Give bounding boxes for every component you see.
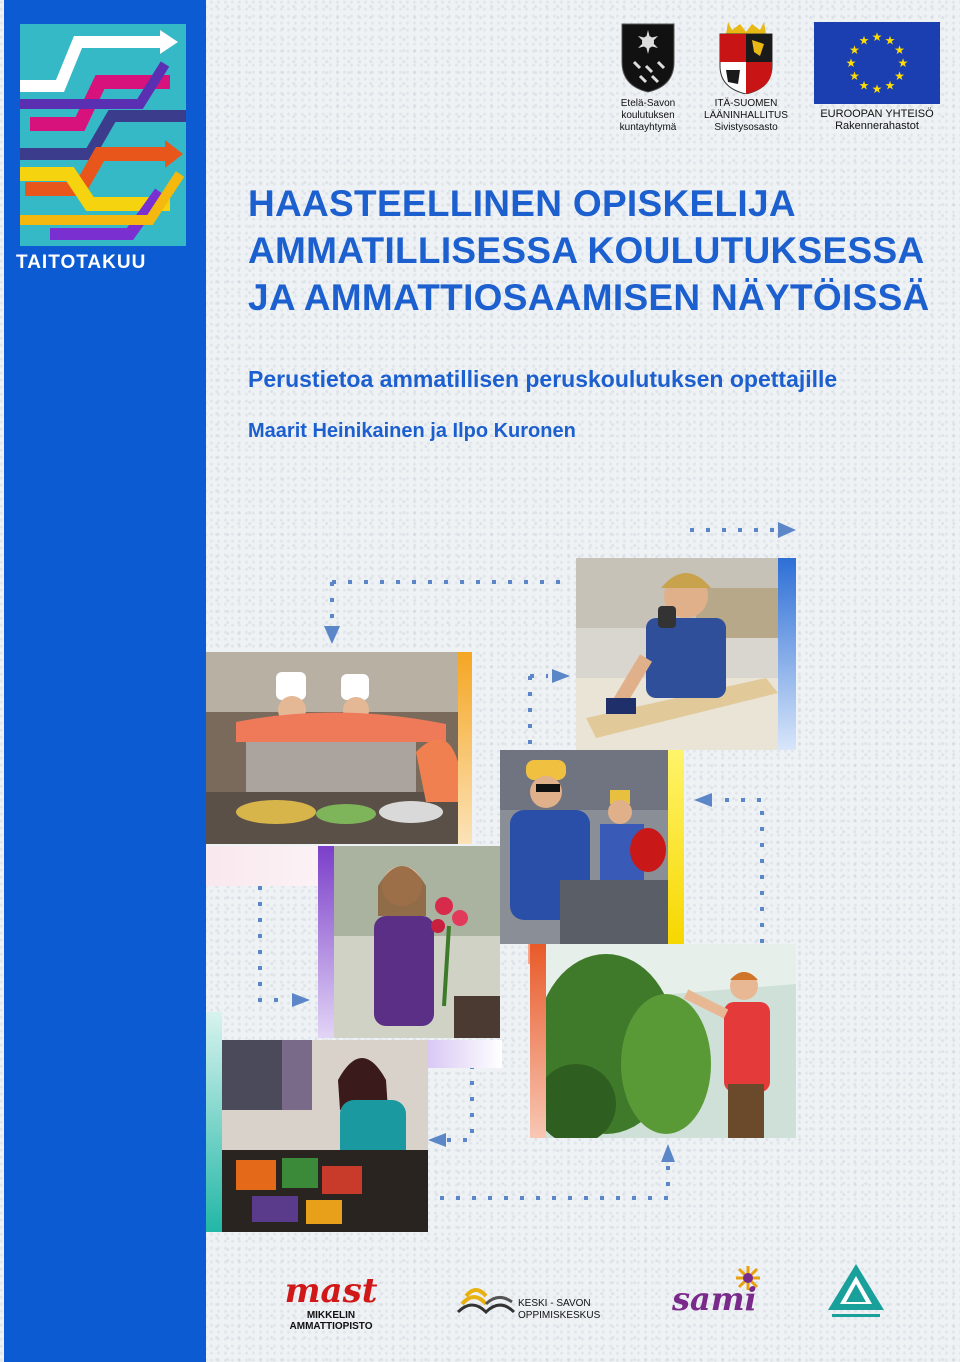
purple-strip [318, 846, 334, 1038]
keski-savon-line-1: KESKI - SAVON [518, 1298, 591, 1309]
photo-chefs [206, 652, 458, 844]
eu-star-icon: ★ [884, 78, 896, 93]
ita-suomen-line-3: Sivistysosasto [714, 122, 778, 133]
photo-greenhouse [546, 944, 796, 1138]
triangle-emblem-icon [826, 1262, 886, 1320]
triangle-logo [826, 1262, 886, 1322]
mast-caption: MIKKELIN AMMATTIOPISTO [289, 1310, 373, 1332]
photo-welding [500, 750, 668, 944]
title-line-3: JA AMMATTIOSAAMISEN NÄYTÖISSÄ [248, 277, 930, 318]
ita-suomen-line-2: LÄÄNINHALLITUS [704, 110, 788, 121]
yellow-strip [668, 750, 684, 944]
mast-wordmark: mast [284, 1271, 378, 1311]
title-line-2: AMMATILLISESSA KOULUTUKSESSA [248, 230, 925, 271]
sami-logo [672, 1266, 764, 1326]
photo-florist [334, 846, 500, 1038]
title-line-1: HAASTEELLINEN OPISKELIJA [248, 183, 796, 224]
mast-logo [268, 1272, 394, 1332]
eu-star-icon: ★ [858, 33, 870, 48]
eu-star-icon: ★ [894, 43, 905, 57]
photo-woodworking [576, 558, 778, 750]
red-strip [530, 944, 546, 1138]
photo-textile [222, 1040, 428, 1232]
eu-star-icon: ★ [849, 69, 860, 83]
eu-star-icon: ★ [894, 69, 905, 83]
taitotakuu-label: TAITOTAKUU [16, 252, 147, 273]
etela-savon-line-2: koulutuksen [621, 110, 675, 121]
keski-savon-line-2: OPPIMISKESKUS [518, 1310, 601, 1321]
open-book-icon [454, 1278, 516, 1320]
orange-strip [458, 652, 472, 844]
blue-strip [778, 558, 796, 750]
eu-line-2: Rakennerahastot [835, 120, 919, 132]
document-authors: Maarit Heinikainen ja Ilpo Kuronen [248, 420, 576, 442]
eu-star-icon: ★ [871, 82, 883, 96]
eu-star-icon: ★ [871, 30, 883, 44]
document-subtitle: Perustietoa ammatillisen peruskoulutuksen opettajille [248, 366, 838, 392]
eu-star-icon: ★ [897, 56, 909, 70]
eu-star-icon: ★ [858, 78, 870, 93]
eu-star-icon: ★ [884, 33, 896, 48]
eu-star-icon: ★ [849, 43, 860, 57]
sami-wordmark: sami [672, 1280, 757, 1318]
etela-savon-line-3: kuntayhtymä [619, 122, 677, 133]
etela-savon-line-1: Etelä-Savon [620, 98, 676, 109]
ita-suomen-line-1: ITÄ-SUOMEN [714, 98, 778, 109]
lilac-band [428, 1040, 502, 1068]
eu-star-icon: ★ [845, 56, 857, 70]
teal-strip [206, 1012, 222, 1232]
eu-line-1: EUROOPAN YHTEISÖ [820, 108, 934, 120]
